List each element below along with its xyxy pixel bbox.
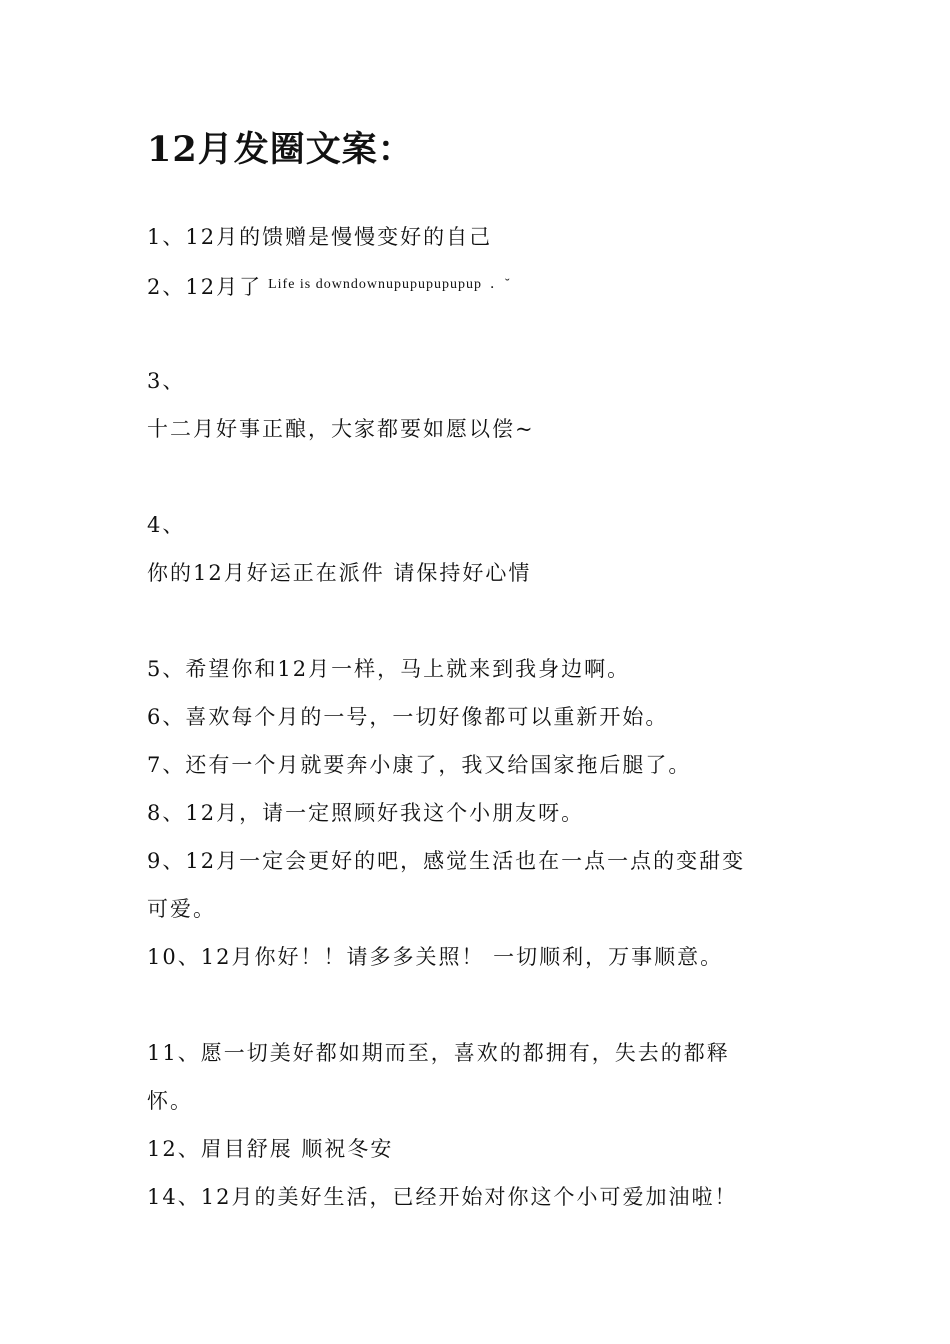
list-item: 9、12月一定会更好的吧，感觉生活也在一点一点的变甜变 [147, 849, 746, 873]
list-item: 6、喜欢每个月的一号，一切好像都可以重新开始。 [147, 705, 669, 729]
list-item-2 [147, 270, 511, 302]
list-item: 4、 [147, 513, 186, 537]
list-item: 5、希望你和12月一样，马上就来到我身边啊。 [147, 657, 631, 681]
list-item-continuation: 怀。 [147, 1089, 193, 1113]
list-item-2-prefix: 2、12月了 [147, 275, 263, 299]
list-item: 十二月好事正酿，大家都要如愿以偿~ [147, 417, 535, 441]
list-item: 你的12月好运正在派件 请保持好心情 [147, 561, 532, 585]
list-item: 3、 [147, 369, 186, 393]
list-item: 8、12月，请一定照顾好我这个小朋友呀。 [147, 801, 585, 825]
page-title: 12月发圈文案： [147, 129, 414, 170]
trailing-symbols: ．˘ [489, 277, 511, 292]
list-item: 7、还有一个月就要奔小康了，我又给国家拖后腿了。 [147, 753, 692, 777]
list-item-continuation: 可爱。 [147, 897, 216, 921]
list-item: 1、12月的馈赠是慢慢变好的自己 [147, 225, 493, 249]
list-item: 12、眉目舒展 顺祝冬安 [147, 1137, 394, 1161]
list-item: 10、12月你好！！请多多关照！ 一切顺利，万事顺意。 [147, 945, 724, 969]
list-item: 14、12月的美好生活，已经开始对你这个小可爱加油啦！ [147, 1185, 738, 1209]
list-item: 11、愿一切美好都如期而至，喜欢的都拥有，失去的都释 [147, 1041, 730, 1065]
english-phrase: Life is downdownupupupupupup ．˘ [268, 277, 511, 292]
